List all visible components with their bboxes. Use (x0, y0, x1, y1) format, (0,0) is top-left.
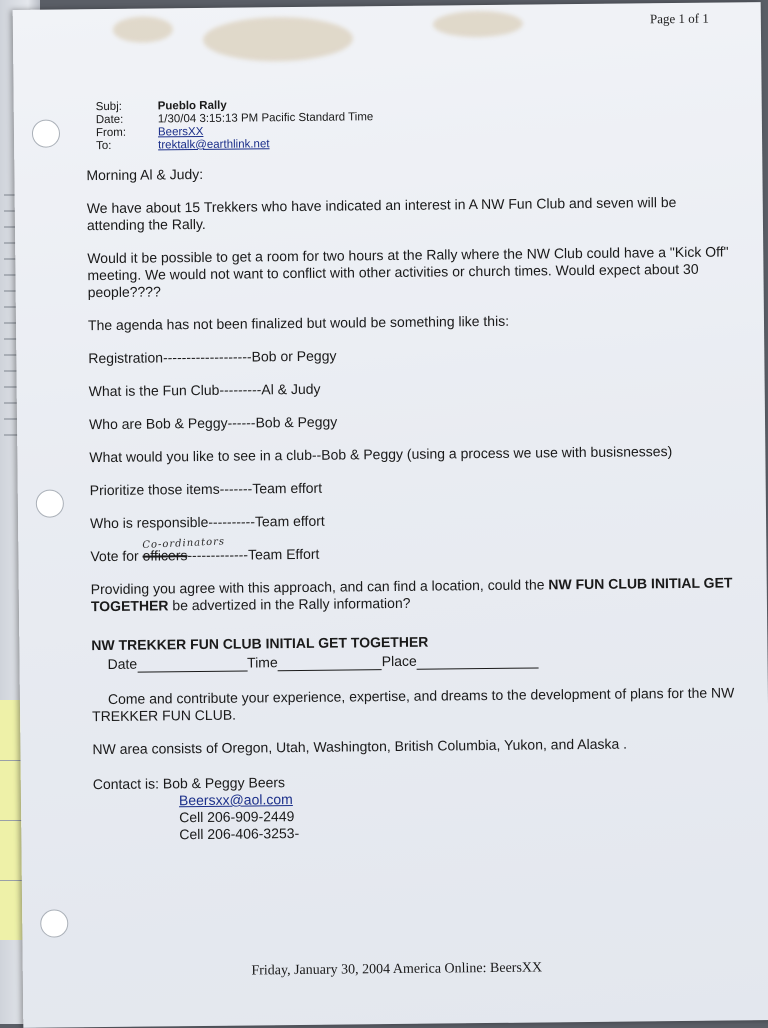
from-link[interactable]: BeersXX (157, 125, 204, 139)
agenda-item-vote (90, 536, 740, 565)
time-blank (278, 656, 382, 671)
club-name: NW FUN CLUB INITIAL GET TOGETHER (90, 574, 733, 615)
paragraph: NW area consists of Oregon, Utah, Washington, British Columbia, Yukon, and Alaska . (92, 735, 628, 758)
to-label: To: (96, 139, 112, 153)
place-label: Place (381, 652, 417, 670)
stain (433, 11, 523, 38)
place-blank (417, 654, 539, 669)
paragraph-text: be advertized in the Rally information? (168, 594, 411, 614)
stain (203, 16, 353, 62)
email-body (86, 160, 743, 844)
tab-divider (0, 880, 24, 881)
punch-hole (32, 119, 60, 147)
stain (113, 16, 173, 43)
date-blank (137, 658, 247, 673)
date-label: Date: (95, 113, 124, 127)
paragraph: Would it be possible to get a room for two hours at the Rally where the NW Club could have a "Kick Off" meeting. We would not want to conflict with other activities or church times. Would expect about 30 people???? (87, 243, 729, 301)
vote-suffix: -------------Team Effort (187, 545, 320, 564)
contact-email-link[interactable]: Beersxx@aol.com (178, 791, 293, 809)
from-label: From: (95, 126, 127, 140)
vote-prefix: Vote for (90, 547, 143, 565)
paragraph (91, 574, 741, 615)
greeting: Morning Al & Judy: (86, 165, 204, 184)
contact-cell: Cell 206-909-2449 (179, 808, 295, 826)
punch-hole (36, 489, 64, 517)
contact-label: Contact is: Bob & Peggy Beers (92, 774, 286, 793)
handwritten-correction: Co-ordinators (142, 536, 226, 552)
footer: Friday, January 30, 2004 America Online: BeersXX (251, 960, 543, 979)
contact-cell: Cell 206-406-3253- (179, 824, 300, 843)
agenda-item: What would you like to see in a club--Bob & Peggy (using a process we use with busisnesses) (89, 443, 673, 466)
subject-value: Pueblo Rally (157, 99, 227, 113)
paragraph: Come and contribute your experience, expertise, and dreams to the development of plans for the NW TREKKER FUN CLUB. (92, 684, 735, 725)
document-page (13, 2, 768, 1028)
email-header (96, 98, 374, 153)
agenda-item: Registration-------------------Bob or Peggy (88, 347, 337, 367)
paragraph: The agenda has not been finalized but would be something like this: (87, 312, 510, 334)
date-label: Date (107, 655, 138, 672)
time-label: Time (247, 654, 278, 671)
date-value: 1/30/04 3:15:13 PM Pacific Standard Time (157, 111, 374, 126)
paragraph-text: Providing you agree with this approach, and can find a location, could the (90, 576, 549, 598)
paragraph: We have about 15 Trekkers who have indicated an interest in A NW Fun Club and seven will be attending the Rally. (86, 194, 677, 234)
page-number: Page 1 of 1 (649, 10, 709, 27)
form-title: NW TREKKER FUN CLUB INITIAL GET TOGETHER (91, 633, 429, 654)
agenda-item: Prioritize those items-------Team effort (89, 479, 323, 499)
agenda-item: Who is responsible----------Team effort (89, 512, 325, 532)
punch-hole (40, 909, 68, 937)
struck-word: officers (142, 547, 188, 564)
agenda-item: Who are Bob & Peggy------Bob & Peggy (88, 413, 338, 433)
contact-block (93, 769, 744, 844)
agenda-item: What is the Fun Club---------Al & Judy (88, 380, 321, 400)
subj-label: Subj: (95, 100, 122, 114)
to-link[interactable]: trektalk@earthlink.net (158, 138, 270, 152)
